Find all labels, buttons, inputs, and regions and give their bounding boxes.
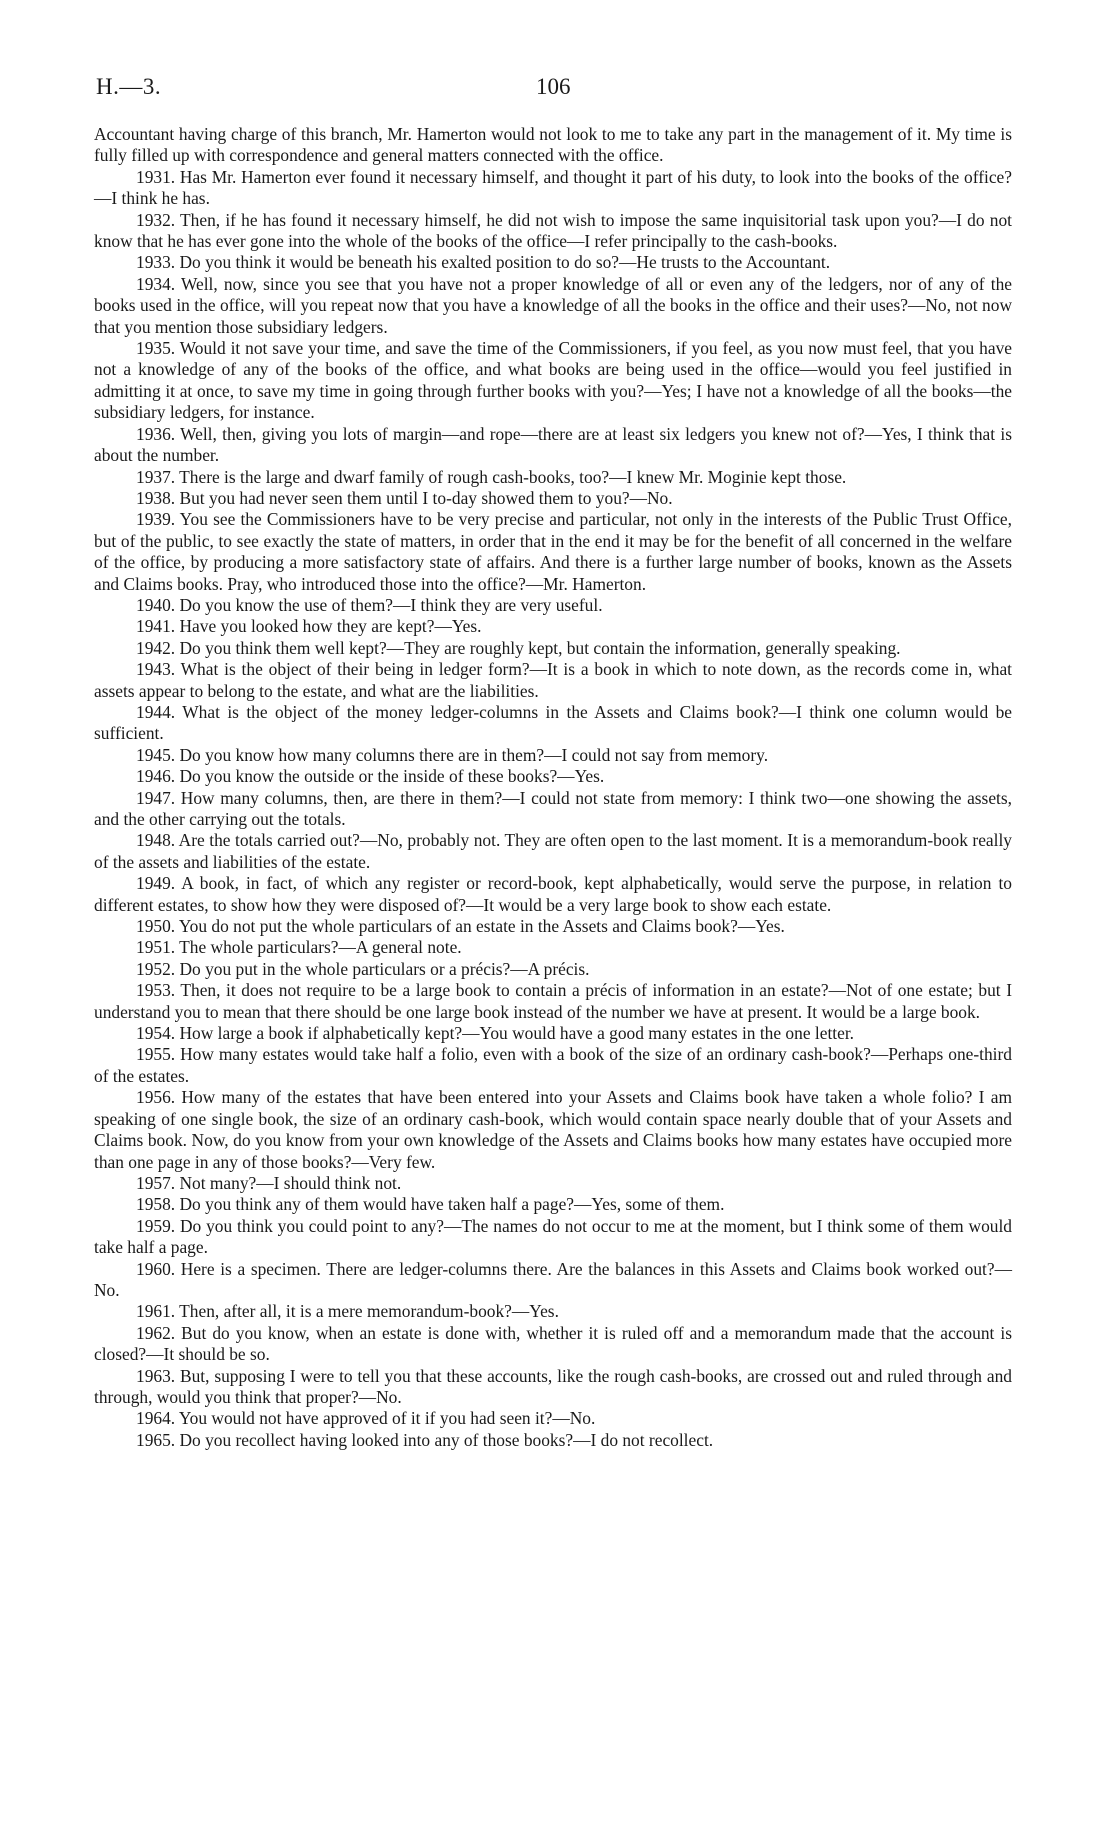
question-paragraph: 1949. A book, in fact, of which any register or record-book, kept alphabetically, would serve the purpose, in relation to different estates, to show how they were disposed of?—It would be a very large book to show each estate.	[94, 873, 1012, 915]
question-paragraph: 1952. Do you put in the whole particulars or a précis?—A précis.	[136, 958, 590, 979]
question-paragraph: 1934. Well, now, since you see that you have not a proper knowledge of all or even any of the ledgers, nor of any of the books used in the office, will you repeat now that you have a knowledge of all the books in the office and their uses?—No, not now that you mention those subsidiary ledgers.	[94, 273, 1012, 337]
question-paragraph: 1962. But do you know, when an estate is done with, whether it is ruled off and a memorandum made that the account is closed?—It should be so.	[94, 1322, 1012, 1365]
question-paragraph: 1945. Do you know how many columns there are in them?—I could not say from memory.	[136, 744, 769, 765]
question-paragraph: 1953. Then, it does not require to be a large book to contain a précis of information in an estate?—Not of one estate; but I understand you to mean that there should be one large book instead of the number we have at present. It would be a large book.	[94, 980, 1012, 1022]
question-paragraph: 1936. Well, then, giving you lots of margin—and rope—there are at least six ledgers you knew not of?—Yes, I think that is about the number.	[94, 423, 1012, 466]
question-paragraph: 1959. Do you think you could point to any?—The names do not occur to me at the moment, but I think some of them would take half a page.	[94, 1215, 1012, 1258]
question-paragraph: 1938. But you had never seen them until I to-day showed them to you?—No.	[136, 487, 673, 508]
question-paragraph: 1935. Would it not save your time, and save the time of the Commissioners, if you feel, as you now must feel, that you have not a knowledge of any of the books of the office, and what books are being used in the office—would you feel justified in admitting it at once, to save my time in going through further books with you?—Yes; I have not a knowledge of all the books—the subsidiary ledgers, for instance.	[94, 338, 1012, 423]
question-paragraph: 1950. You do not put the whole particulars of an estate in the Assets and Claims book?—Yes.	[136, 916, 785, 937]
question-paragraph: 1944. What is the object of the money ledger-columns in the Assets and Claims book?—I think one column would be sufficient.	[94, 701, 1012, 744]
page-header	[96, 74, 1016, 104]
question-paragraph: 1937. There is the large and dwarf family of rough cash-books, too?—I knew Mr. Moginie kept those.	[136, 466, 847, 487]
question-paragraph: 1943. What is the object of their being in ledger form?—It is a book in which to note down, as the records come in, what assets appear to belong to the estate, and what are the liabilities.	[94, 659, 1012, 701]
question-paragraph: 1964. You would not have approved of it if you had seen it?—No.	[136, 1408, 596, 1429]
question-paragraph: 1946. Do you know the outside or the inside of these books?—Yes.	[136, 766, 605, 787]
question-paragraph: 1933. Do you think it would be beneath his exalted position to do so?—He trusts to the Accountant.	[136, 252, 831, 273]
question-paragraph: 1940. Do you know the use of them?—I think they are very useful.	[136, 594, 603, 615]
question-paragraph: 1951. The whole particulars?—A general note.	[136, 937, 462, 958]
question-paragraph: 1965. Do you recollect having looked into any of those books?—I do not recollect.	[136, 1429, 714, 1450]
continuation-paragraph: Accountant having charge of this branch, Mr. Hamerton would not look to me to take any part in the management of it. My time is fully filled up with correspondence and general matters connected with the office.	[94, 124, 1012, 166]
question-paragraph: 1958. Do you think any of them would have taken half a page?—Yes, some of them.	[136, 1194, 725, 1215]
question-paragraph: 1947. How many columns, then, are there in them?—I could not state from memory: I think two—one showing the assets, and the other carrying out the totals.	[94, 787, 1012, 829]
question-paragraph: 1956. How many of the estates that have been entered into your Assets and Claims book have taken a whole folio? I am speaking of one single book, the size of an ordinary cash-book, which would contain space nearly double that of your Assets and Claims book. Now, do you know from your own knowledge of the Assets and Claims books how many estates have occupied more than one page in any of those books?—Very few.	[94, 1087, 1012, 1172]
question-paragraph: 1932. Then, if he has found it necessary himself, he did not wish to impose the same inquisitorial task upon you?—I do not know that he has ever gone into the whole of the books of the office—I refer principally to the cash-books.	[94, 209, 1012, 252]
question-paragraph: 1961. Then, after all, it is a mere memorandum-book?—Yes.	[136, 1301, 559, 1322]
document-reference: H.—3.	[96, 74, 162, 99]
question-paragraph: 1963. But, supposing I were to tell you that these accounts, like the rough cash-books, are crossed out and ruled through and through, would you think that proper?—No.	[94, 1365, 1012, 1407]
page-number: 106	[536, 74, 571, 99]
question-paragraph: 1941. Have you looked how they are kept?—Yes.	[136, 616, 482, 637]
question-paragraph: 1948. Are the totals carried out?—No, probably not. They are often open to the last moment. It is a memorandum-book really of the assets and liabilities of the estate.	[94, 830, 1012, 872]
question-paragraph: 1942. Do you think them well kept?—They are roughly kept, but contain the information, generally speaking.	[136, 637, 901, 658]
question-paragraph: 1957. Not many?—I should think not.	[136, 1172, 402, 1193]
question-paragraph: 1960. Here is a specimen. There are ledger-columns there. Are the balances in this Assets and Claims book worked out?—No.	[94, 1258, 1012, 1300]
question-paragraph: 1954. How large a book if alphabetically kept?—You would have a good many estates in the one letter.	[136, 1023, 854, 1044]
question-paragraph: 1939. You see the Commissioners have to be very precise and particular, not only in the interests of the Public Trust Office, but of the public, to see exactly the state of matters, in order that in the end it may be for the benefit of all concerned in the welfare of the office, by producing a more satisfactory state of affairs. And there is a further large number of books, known as the Assets and Claims books. Pray, who introduced those into the office?—Mr. Hamerton.	[94, 509, 1012, 594]
question-paragraph: 1931. Has Mr. Hamerton ever found it necessary himself, and thought it part of his duty, to look into the books of the office?—I think he has.	[94, 166, 1012, 209]
question-paragraph: 1955. How many estates would take half a folio, even with a book of the size of an ordinary cash-book?—Perhaps one-third of the estates.	[94, 1044, 1012, 1086]
body-text	[94, 124, 1012, 1451]
